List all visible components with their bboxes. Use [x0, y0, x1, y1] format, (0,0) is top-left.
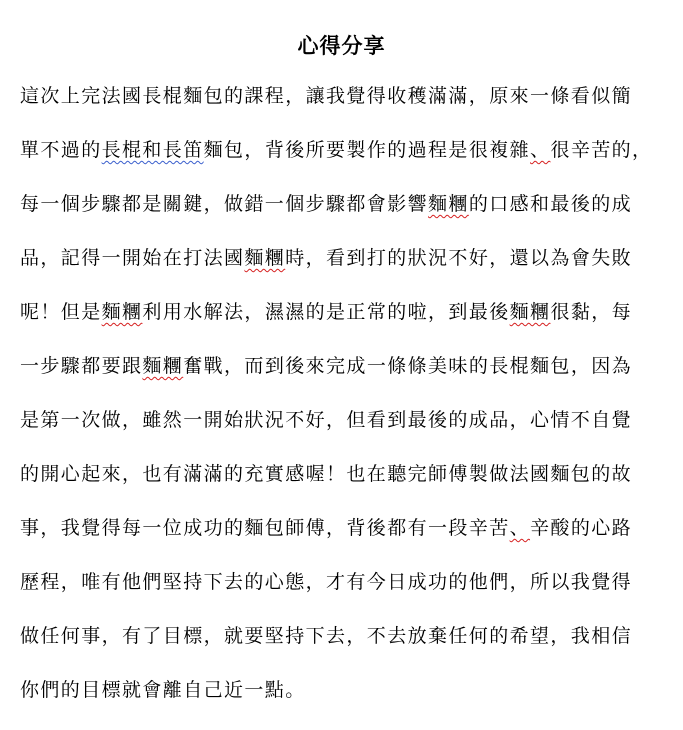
text-segment: 時，看到打的狀況不好，還以為會失敗: [285, 247, 633, 269]
spelling-flagged-text[interactable]: 麵糰: [142, 355, 184, 377]
text-line: [20, 622, 670, 676]
document-body: [20, 82, 670, 730]
document-title: 心得分享: [297, 33, 386, 58]
text-segment: 利用水解法，濕濕的是正常的啦，到最後: [142, 301, 510, 323]
text-line: [20, 298, 670, 352]
text-line: [20, 244, 670, 298]
text-segment: 呢！但是: [20, 301, 102, 323]
text-line: [20, 136, 670, 190]
spelling-flagged-text[interactable]: 麵糰: [244, 247, 286, 269]
spelling-flagged-text[interactable]: 、: [530, 139, 551, 161]
text-segment: 的口感和最後的成: [468, 193, 633, 215]
text-segment: 很辛苦的，: [550, 139, 653, 161]
text-line: [20, 190, 670, 244]
text-segment: 麵包，背後所要製作的過程是很複雜: [203, 139, 531, 161]
spelling-flagged-text[interactable]: 、: [509, 517, 531, 539]
text-line: [20, 406, 670, 460]
text-line: [20, 514, 670, 568]
text-segment: 事，我覺得每一位成功的麵包師傅，背後都有一段辛苦: [20, 517, 510, 539]
text-segment: 很黏，每: [550, 301, 633, 323]
text-segment: 每一個步驟都是關鍵，做錯一個步驟都會影響: [20, 193, 429, 215]
text-segment: 一步驟都要跟: [20, 355, 143, 377]
text-line: [20, 460, 670, 514]
text-segment: 你們的目標就會離自己近一點。: [20, 679, 306, 701]
text-segment: 奮戰，而到後來完成一條條美味的長棍麵包，因為: [183, 355, 633, 377]
text-segment: 歷程，唯有他們堅持下去的心態，才有今日成功的他們，所以我覺得: [20, 571, 633, 593]
spelling-flagged-text[interactable]: 麵糰: [509, 301, 551, 323]
text-segment: 是第一次做，雖然一開始狀況不好，但看到最後的成品，心情不自覺: [20, 409, 633, 431]
text-segment: 辛酸的心路: [530, 517, 633, 539]
text-segment: 這次上完法國長棍麵包的課程，讓我覺得收穫滿滿，原來一條看似簡: [20, 85, 633, 107]
text-line: [20, 82, 670, 136]
text-segment: 做任何事，有了目標，就要堅持下去，不去放棄任何的希望，我相信: [20, 625, 633, 647]
text-segment: 品，記得一開始在打法國: [20, 247, 245, 269]
text-line: [20, 352, 670, 406]
spelling-flagged-text[interactable]: 麵糰: [428, 193, 469, 215]
text-segment: 單不過的: [20, 139, 102, 161]
text-segment: 的開心起來，也有滿滿的充實感喔！也在聽完師傅製做法國麵包的故: [20, 463, 633, 485]
spelling-flagged-text[interactable]: 麵糰: [101, 301, 143, 323]
text-line: [20, 568, 670, 622]
grammar-flagged-text[interactable]: 長棍和長笛: [101, 139, 204, 161]
